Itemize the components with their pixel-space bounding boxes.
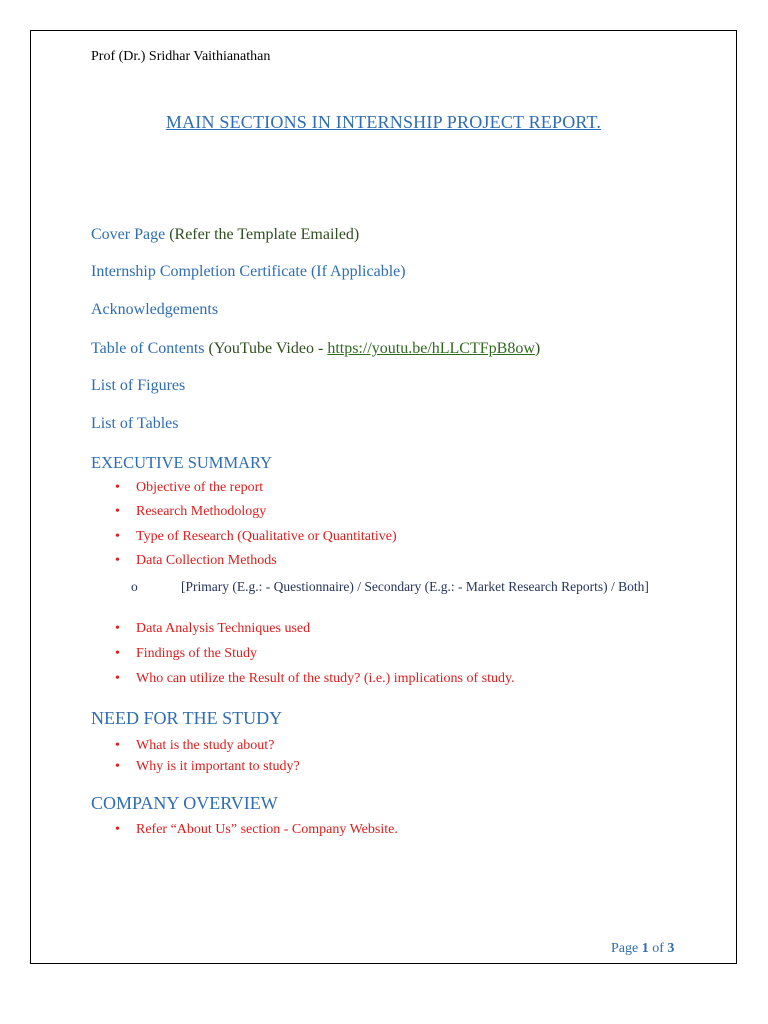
current-page-number: 1 xyxy=(641,941,649,956)
bullet-icon: • xyxy=(115,671,120,686)
entry-list-of-figures: List of Figures xyxy=(91,377,186,394)
youtube-link[interactable]: https://youtu.be/hLLCTFpB8ow xyxy=(327,340,535,357)
entry-acknowledgements: Acknowledgements xyxy=(91,301,219,318)
bullet-icon: • xyxy=(115,480,120,495)
bullet-icon: • xyxy=(115,759,120,774)
document-title: MAIN SECTIONS IN INTERNSHIP PROJECT REPORT. xyxy=(165,112,602,132)
bullet-icon: • xyxy=(115,529,120,544)
bullet-icon: • xyxy=(115,553,120,568)
entry-certificate: Internship Completion Certificate (If Applicable) xyxy=(91,263,406,280)
total-page-count: 3 xyxy=(667,941,675,956)
toc-label: Table of Contents xyxy=(91,340,205,357)
bullet-icon: • xyxy=(115,646,120,661)
page-header-author: Prof (Dr.) Sridhar Vaithianathan xyxy=(91,49,271,64)
bullet-icon: • xyxy=(115,504,120,519)
circle-bullet-icon: o xyxy=(131,579,138,594)
toc-note-close: ) xyxy=(534,340,541,357)
document-page: Prof (Dr.) Sridhar Vaithianathan MAIN SECTIONS IN INTERNSHIP PROJECT REPORT. Cover Page (Refer the Template Emailed) Internship Completion Certificate (If Applicable) Acknowledgements Table of Contents (YouTube Video - https://youtu.be/hLLCTFpB8ow) List of Figures List of Tables EXECUTIVE SUMMARY • Objective of the report • Research Methodology • Type of Research (Qualitative or Quantitative) • Data Collection Methods • Data Analysis Techniques used • Findings of the Study • Who can utilize the Result of the study? (i.e.) implications of study. o [Primary (E.g.: - Questionnaire) / Secondary (E.g.: - Market Research Reports) / Both] NEED FOR THE STUDY • What is the study about? • Why is it important to study? COMPANY OVERVIEW • Refer “About Us” section - Company Website. Page 1 of 3 xyxy=(30,30,737,964)
need-for-study-heading: NEED FOR THE STUDY xyxy=(91,708,283,728)
cover-page-label: Cover Page xyxy=(91,226,166,243)
entry-list-of-tables: List of Tables xyxy=(91,415,179,432)
entry-table-of-contents xyxy=(91,340,540,358)
company-overview-heading: COMPANY OVERVIEW xyxy=(91,793,278,813)
toc-note-open: (YouTube Video - xyxy=(208,340,328,357)
bullet-icon: • xyxy=(115,621,120,636)
page-number-footer: Page 1 of 3 xyxy=(611,941,675,956)
bullet-icon: • xyxy=(115,738,120,753)
bullet-icon: • xyxy=(115,822,120,837)
cover-page-note: (Refer the Template Emailed) xyxy=(169,226,360,243)
executive-summary-heading: EXECUTIVE SUMMARY xyxy=(91,453,273,472)
entry-cover-page xyxy=(91,226,359,244)
